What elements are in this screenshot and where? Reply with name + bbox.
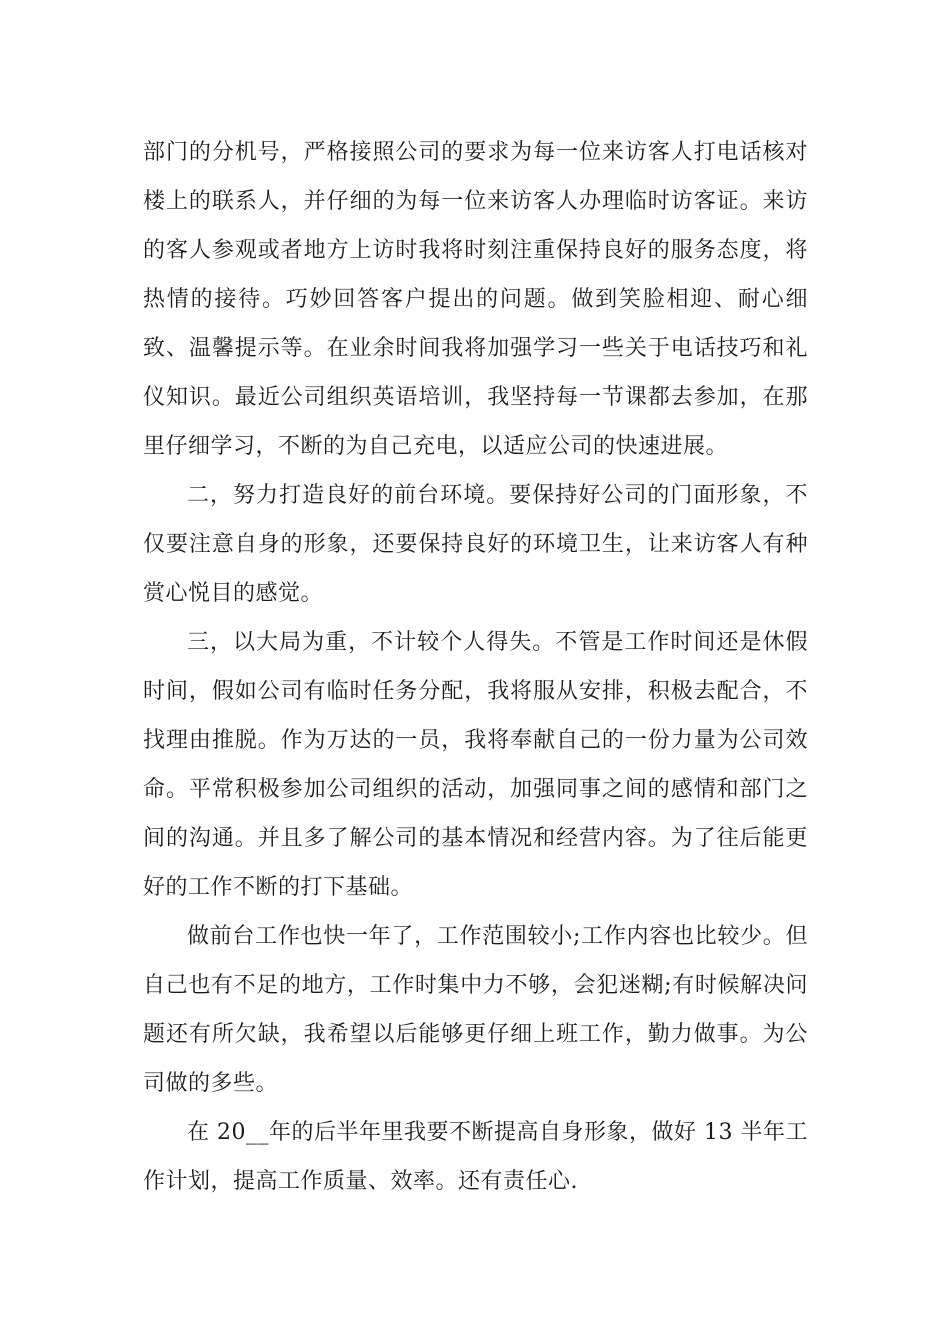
paragraph-plan: 在 20__年的后半年里我要不断提高自身形象，做好 13 半年工作计划，提高工作质量、效率。还有责任心.: [143, 1120, 808, 1194]
paragraph-overall-situation: 三，以大局为重，不计较个人得失。不管是工作时间还是休假时间，假如公司有临时任务分配，我将服从安排，积极去配合，不找理由推脱。作为万达的一员，我将奉献自己的一份力量为公司效命。平常积极参加公司组织的活动，加强同事之间的感情和部门之间的沟通。并且多了解公司的基本情况和经营内容。为了往后能更好的工作不断的打下基础。: [143, 630, 808, 900]
paragraph-front-desk-environment: 二，努力打造良好的前台环境。要保持好公司的门面形象，不仅要注意自身的形象，还要保持良好的环境卫生，让来访客人有种赏心悦目的感觉。: [143, 483, 808, 606]
paragraph-continuation: 部门的分机号，严格接照公司的要求为每一位来访客人打电话核对楼上的联系人，并仔细的为每一位来访客人办理临时访客证。来访的客人参观或者地方上访时我将时刻注重保持良好的服务态度，将热情的接待。巧妙回答客户提出的问题。做到笑脸相迎、耐心细致、温馨提示等。在业余时间我将加强学习一些关于电话技巧和礼仪知识。最近公司组织英语培训，我坚持每一节课都去参加，在那里仔细学习，不断的为自己充电，以适应公司的快速进展。: [143, 140, 808, 459]
paragraph-self-reflection: 做前台工作也快一年了，工作范围较小;工作内容也比较少。但自己也有不足的地方，工作时集中力不够，会犯迷糊;有时候解决问题还有所欠缺，我希望以后能够更仔细上班工作，勤力做事。为公司做的多些。: [143, 924, 808, 1096]
document-body: [143, 128, 808, 1206]
